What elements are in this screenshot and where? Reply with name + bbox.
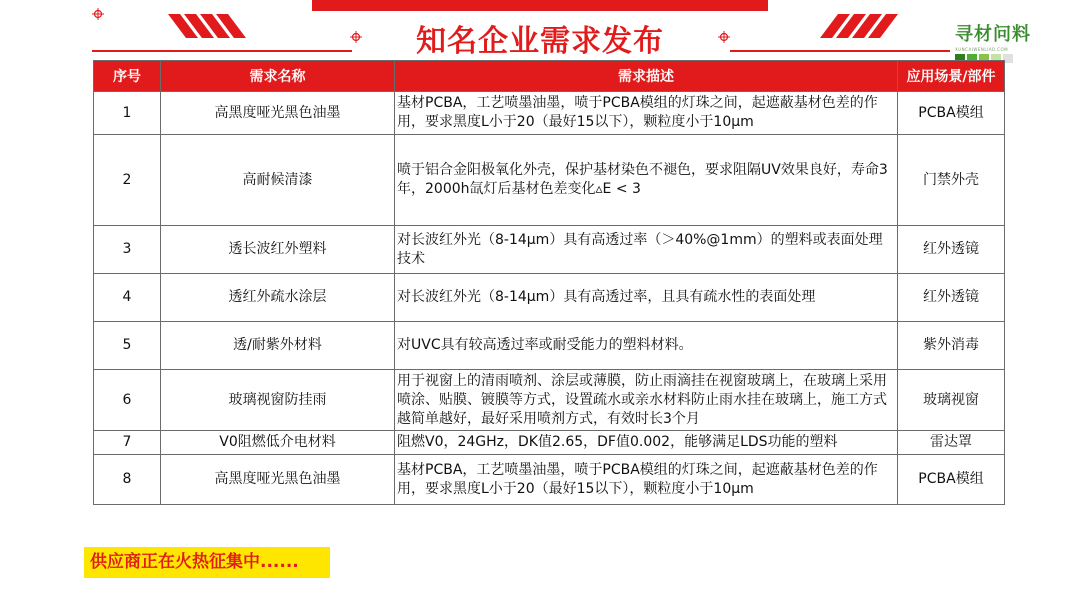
application-scene: 玻璃视窗 — [898, 370, 1005, 431]
requirement-description: 阻燃V0，24GHz，DK值2.65，DF值0.002，能够满足LDS功能的塑料 — [395, 431, 898, 455]
requirement-description: 对长波红外光（8-14μm）具有高透过率，且具有疏水性的表面处理 — [395, 274, 898, 322]
row-number: 6 — [94, 370, 161, 431]
column-header-description: 需求描述 — [395, 61, 898, 92]
page-title: 知名企业需求发布 — [416, 24, 664, 59]
application-scene: 红外透镜 — [898, 274, 1005, 322]
requirement-name: 透/耐紫外材料 — [161, 322, 395, 370]
requirement-name: V0阻燃低介电材料 — [161, 431, 395, 455]
top-accent-bar — [312, 0, 768, 11]
table-row — [94, 322, 1005, 370]
requirement-description: 对UVC具有较高透过率或耐受能力的塑料材料。 — [395, 322, 898, 370]
column-header-number: 序号 — [94, 61, 161, 92]
logo-text: 寻材问料 — [955, 24, 1031, 45]
requirement-name: 透红外疏水涂层 — [161, 274, 395, 322]
application-scene: 紫外消毒 — [898, 322, 1005, 370]
table-row — [94, 431, 1005, 455]
table-row — [94, 92, 1005, 135]
row-number: 1 — [94, 92, 161, 135]
application-scene: PCBA模组 — [898, 92, 1005, 135]
logo — [955, 20, 1045, 63]
requirement-name: 透长波红外塑料 — [161, 226, 395, 274]
requirement-description: 用于视窗上的清雨喷剂、涂层或薄膜，防止雨滴挂在视窗玻璃上，在玻璃上采用喷涂、贴膜、镀膜等方式，设置疏水或亲水材料防止雨水挂在玻璃上，施工方式越简单越好，最好采用喷剂方式，有效时长3个月 — [395, 370, 898, 431]
table-row — [94, 455, 1005, 505]
supplier-call-banner: 供应商正在火热征集中...... — [84, 547, 330, 578]
logo-subtext: XUNCAIWENLIAO.COM — [955, 47, 1009, 52]
row-number: 4 — [94, 274, 161, 322]
table-row — [94, 226, 1005, 274]
application-scene: PCBA模组 — [898, 455, 1005, 505]
row-number: 5 — [94, 322, 161, 370]
table-header-row — [94, 61, 1005, 92]
column-header-scene: 应用场景/部件 — [898, 61, 1005, 92]
table-row — [94, 370, 1005, 431]
row-number: 2 — [94, 135, 161, 226]
row-number: 8 — [94, 455, 161, 505]
requirement-name: 玻璃视窗防挂雨 — [161, 370, 395, 431]
requirement-description: 基材PCBA，工艺喷墨油墨，喷于PCBA模组的灯珠之间，起遮蔽基材色差的作用，要求黑度L小于20（最好15以下），颗粒度小于10μm — [395, 455, 898, 505]
application-scene: 雷达罩 — [898, 431, 1005, 455]
requirement-name: 高黑度哑光黑色油墨 — [161, 92, 395, 135]
column-header-name: 需求名称 — [161, 61, 395, 92]
requirement-name: 高黑度哑光黑色油墨 — [161, 455, 395, 505]
requirements-table — [93, 60, 1005, 505]
requirement-description: 对长波红外光（8-14μm）具有高透过率（＞40%@1mm）的塑料或表面处理技术 — [395, 226, 898, 274]
requirement-name: 高耐候清漆 — [161, 135, 395, 226]
application-scene: 门禁外壳 — [898, 135, 1005, 226]
application-scene: 红外透镜 — [898, 226, 1005, 274]
table-row — [94, 135, 1005, 226]
table-row — [94, 274, 1005, 322]
row-number: 7 — [94, 431, 161, 455]
row-number: 3 — [94, 226, 161, 274]
requirement-description: 基材PCBA，工艺喷墨油墨，喷于PCBA模组的灯珠之间，起遮蔽基材色差的作用，要求黑度L小于20（最好15以下），颗粒度小于10μm — [395, 92, 898, 135]
requirement-description: 喷于铝合金阳极氧化外壳，保护基材染色不褪色，要求阻隔UV效果良好，寿命3年，2000h氙灯后基材色差变化▵E < 3 — [395, 135, 898, 226]
